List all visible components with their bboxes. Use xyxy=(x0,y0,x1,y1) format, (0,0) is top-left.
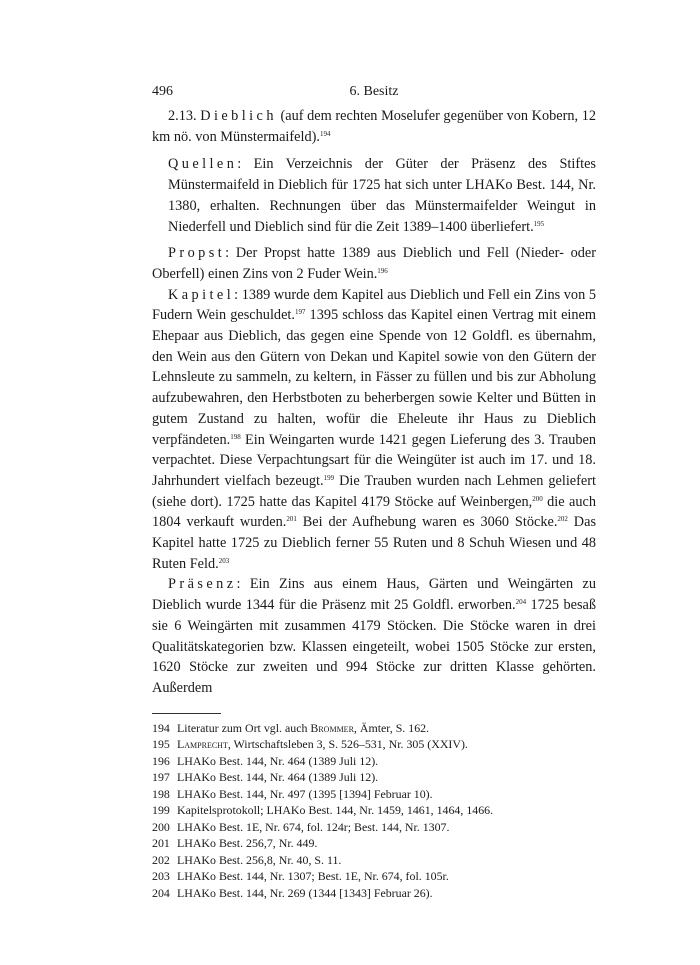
page-number: 496 xyxy=(152,84,173,99)
section-heading xyxy=(152,106,596,147)
footnote-number: 200 xyxy=(152,819,170,834)
praesenz-text: : Ein Zins aus einem Haus, Gärten und Weingärten zu Dieblich wurde 1344 für die Präsenz mit 25 Goldfl. erworben. xyxy=(152,576,596,614)
sources-label: Quellen xyxy=(168,156,238,173)
paragraph-praesenz xyxy=(152,574,596,698)
kapitel-text: : 1389 wurde dem Kapitel aus Dieblich und Fell ein Zins von 5 Fudern Wein geschuldet. xyxy=(152,286,596,324)
footnote xyxy=(152,802,596,819)
footnote xyxy=(152,753,596,770)
sources-text: : Ein Verzeichnis der Güter der Präsenz des Stiftes Münstermaifeld in Dieblich für 1725 hat sich unter LHAKo Best. 144, Nr. 1380, erhalten. Rechnungen über das Münstermaifelder Weingut in Niederfell und Dieblich sind für die Zeit 1389–1400 überliefert. xyxy=(168,156,596,235)
footnote xyxy=(152,835,596,852)
sources-block xyxy=(152,154,596,237)
footnote-rule xyxy=(152,713,221,714)
footnote-number: 202 xyxy=(152,852,170,867)
footnote-ref: 203 xyxy=(218,556,230,565)
section-number: 2.13. xyxy=(168,108,197,124)
paragraph-propst xyxy=(152,243,596,284)
footnote-number: 201 xyxy=(152,836,170,851)
footnote-number: 198 xyxy=(152,786,170,801)
footnote xyxy=(152,786,596,803)
footnote-ref: 197 xyxy=(294,308,306,317)
footnote-text: LHAKo Best. 144, Nr. 1307; Best. 1E, Nr. 674, fol. 105r. xyxy=(177,869,449,884)
footnote-text: Literatur zum Ort vgl. auch xyxy=(177,720,311,735)
footnote-ref: 204 xyxy=(515,597,527,606)
footnote-ref: 199 xyxy=(323,473,335,482)
page xyxy=(152,84,596,901)
footnote xyxy=(152,868,596,885)
footnote xyxy=(152,885,596,902)
footnote-number: 199 xyxy=(152,803,170,818)
footnote-author: Brommer xyxy=(310,720,354,735)
footnote xyxy=(152,852,596,869)
running-header xyxy=(152,84,596,104)
footnote-ref: 196 xyxy=(377,266,388,275)
footnote-text: LHAKo Best. 1E, Nr. 674, fol. 124r; Best. 144, Nr. 1307. xyxy=(177,819,450,834)
footnote-ref: 195 xyxy=(533,219,545,228)
footnote-text: LHAKo Best. 144, Nr. 464 (1389 Juli 12). xyxy=(177,770,379,785)
praesenz-label: Präsenz xyxy=(168,576,237,593)
footnote-text: , Wirtschaftsleben 3, S. 526–531, Nr. 305 (XXIV). xyxy=(227,737,468,752)
kapitel-text: Ein Weingarten wurde 1421 gegen Lieferung des 3. Trauben verpachtet. Diese Verpachtungsart für die Weingüter ist auch im 17. und 18. Jahrhundert vielfach bezeugt. xyxy=(152,431,596,489)
kapitel-text: Bei der Aufhebung waren es 3060 Stöcke. xyxy=(296,514,558,531)
footnote-text: LHAKo Best. 144, Nr. 497 (1395 [1394] Februar 10). xyxy=(177,786,433,801)
propst-text: : Der Propst hatte 1389 aus Dieblich und Fell (Nieder- oder Oberfell) einen Zins von 2 Fuder Wein. xyxy=(152,245,596,282)
footnote-text: LHAKo Best. 256,7, Nr. 449. xyxy=(177,836,318,851)
footnote-ref: 202 xyxy=(557,515,568,524)
footnote-ref: 200 xyxy=(532,494,543,503)
praesenz-text: 1725 besaß sie 6 Weingärten mit zusammen 4179 Stöcken. Die Stöcke waren in drei Qualitätskategorien bzw. Klassen eingeteilt, wobei 1505 Stöcke zur ersten, 1620 Stöcke zur zweiten und 994 Stöcke zur dritten Klasse gehörten. Außerdem xyxy=(152,597,597,696)
kapitel-text: Das Kapitel hatte 1725 zu Dieblich ferner 55 Ruten und 8 Schuh Wiesen und 48 Ruten Feld. xyxy=(152,514,597,572)
chapter-title: 6. Besitz xyxy=(349,84,399,99)
footnote-text: , Ämter, S. 162. xyxy=(353,720,430,735)
footnote-author: Lamprecht xyxy=(177,737,228,752)
footnote-text: LHAKo Best. 256,8, Nr. 40, S. 11. xyxy=(177,852,342,867)
footnote xyxy=(152,720,596,737)
footnote xyxy=(152,769,596,786)
footnote-number: 195 xyxy=(152,737,170,752)
footnote-text: LHAKo Best. 144, Nr. 269 (1344 [1343] Februar 26). xyxy=(177,885,433,900)
footnote-ref: 194 xyxy=(319,129,331,138)
kapitel-text: 1395 schloss das Kapitel einen Vertrag mit einem Ehepaar aus Dieblich, das gegen eine Spende von 12 Goldfl. es übernahm, den Wein aus den Gütern von Dekan und Kapitel sowie von den Gütern der Lehnsleute zu sammeln, zu keltern, in Fässer zu füllen und bis zur Abholung aufzubewahren, den Herbstboten zu beherbergen sowie Kelter und Bütten in gutem Zustand zu halten, wofür die Eheleute ihr Haus zu Dieblich verpfändeten. xyxy=(152,307,597,448)
footnote-number: 194 xyxy=(152,720,170,735)
footnote-ref: 198 xyxy=(230,432,241,441)
footnote xyxy=(152,736,596,753)
paragraph-kapitel xyxy=(152,285,596,575)
kapitel-text: Die Trauben wurden nach Lehmen geliefert (siehe dort). 1725 hatte das Kapitel 4179 Stöcke auf Weinbergen, xyxy=(152,472,596,510)
footnote-ref: 201 xyxy=(286,515,297,524)
kapitel-label: Kapitel xyxy=(168,286,235,303)
section-place: Dieblich xyxy=(200,108,277,124)
footnote-number: 197 xyxy=(152,770,170,785)
section-description: (auf dem rechten Moselufer gegenüber von Kobern, 12 km nö. von Münstermaifeld). xyxy=(152,108,597,145)
footnote-text: Kapitelsprotokoll; LHAKo Best. 144, Nr. 1459, 1461, 1464, 1466. xyxy=(177,803,494,818)
main-text xyxy=(152,106,596,699)
footnotes xyxy=(152,720,596,902)
footnote-number: 196 xyxy=(152,753,170,768)
propst-label: Propst xyxy=(168,245,226,262)
footnote-number: 203 xyxy=(152,869,170,884)
kapitel-text: die auch 1804 verkauft wurden. xyxy=(152,493,597,531)
footnote-text: LHAKo Best. 144, Nr. 464 (1389 Juli 12). xyxy=(177,753,379,768)
footnote-number: 204 xyxy=(152,885,170,900)
footnote xyxy=(152,819,596,836)
